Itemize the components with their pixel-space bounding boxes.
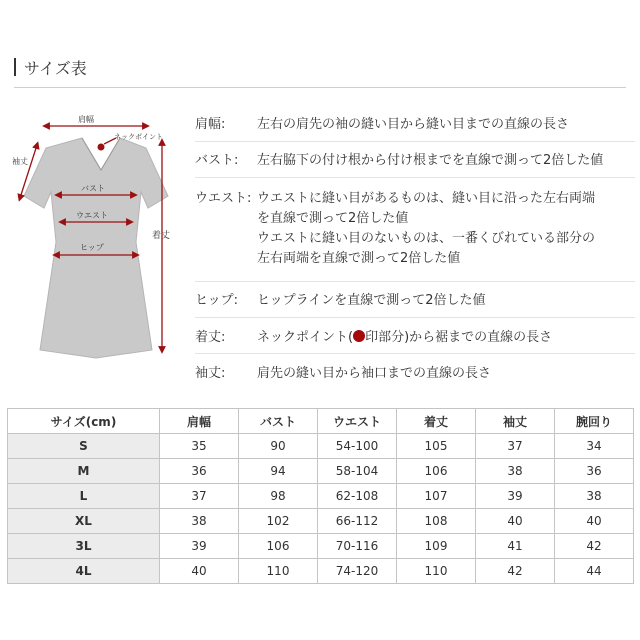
table-cell: 42	[476, 559, 555, 584]
table-row	[8, 484, 634, 509]
label-hip: ヒップ	[80, 243, 104, 252]
table-cell: 37	[476, 434, 555, 459]
size-cell: 3L	[8, 534, 160, 559]
definition-term: ヒップ:	[195, 293, 238, 308]
definition-line: 印部分)から裾までの直線の長さ	[365, 330, 553, 345]
table-cell: 108	[397, 509, 476, 534]
size-cell: XL	[8, 509, 160, 534]
definition-line: ウエストに縫い目があるものは、縫い目に沿った左右両端	[257, 191, 596, 206]
table-cell: 110	[397, 559, 476, 584]
table-cell: 35	[160, 434, 239, 459]
table-cell: 58-104	[318, 459, 397, 484]
label-bust: バスト	[81, 184, 105, 193]
table-row	[8, 509, 634, 534]
definition-description	[257, 151, 637, 171]
definition-line: ウエストに縫い目のないものは、一番くびれている部分の	[257, 231, 596, 246]
size-table	[7, 408, 634, 584]
table-row	[8, 534, 634, 559]
table-cell: 70-116	[318, 534, 397, 559]
table-cell: 38	[555, 484, 634, 509]
table-cell: 66-112	[318, 509, 397, 534]
table-cell: 105	[397, 434, 476, 459]
column-header-waist: ウエスト	[318, 409, 397, 434]
definition-description	[257, 364, 637, 384]
table-cell: 39	[476, 484, 555, 509]
definition-description	[257, 115, 637, 135]
title-accent-bar	[14, 58, 16, 76]
definition-description	[257, 189, 637, 269]
table-cell: 62-108	[318, 484, 397, 509]
table-row	[8, 559, 634, 584]
column-header-arm: 腕回り	[555, 409, 634, 434]
table-row	[8, 459, 634, 484]
definition-line: を直線で測って2倍した値	[257, 211, 409, 226]
table-cell: 40	[476, 509, 555, 534]
table-cell: 41	[476, 534, 555, 559]
table-cell: 74-120	[318, 559, 397, 584]
definition-divider	[195, 353, 635, 354]
table-cell: 102	[239, 509, 318, 534]
table-cell: 38	[160, 509, 239, 534]
table-cell: 39	[160, 534, 239, 559]
size-cell: M	[8, 459, 160, 484]
definition-line: 左右脇下の付け根から付け根までを直線で測って2倍した値	[257, 153, 604, 168]
definition-line: 肩先の縫い目から袖口までの直線の長さ	[257, 366, 492, 381]
table-row	[8, 434, 634, 459]
table-cell: 98	[239, 484, 318, 509]
definition-line: 左右両端を直線で測って2倍した値	[257, 251, 461, 266]
definition-term: バスト:	[195, 153, 239, 168]
table-cell: 36	[555, 459, 634, 484]
table-cell: 90	[239, 434, 318, 459]
column-header-sleeve: 袖丈	[476, 409, 555, 434]
size-cell: 4L	[8, 559, 160, 584]
table-cell: 40	[160, 559, 239, 584]
table-cell: 36	[160, 459, 239, 484]
definition-term: 肩幅:	[195, 117, 226, 132]
definition-term: ウエスト:	[195, 191, 252, 206]
table-cell: 94	[239, 459, 318, 484]
neck-point-marker	[98, 144, 105, 151]
definition-term: 着丈:	[195, 330, 226, 345]
page-title	[14, 56, 87, 78]
table-cell: 44	[555, 559, 634, 584]
column-header-bust: バスト	[239, 409, 318, 434]
title-divider	[14, 87, 626, 88]
table-cell: 106	[239, 534, 318, 559]
table-cell: 38	[476, 459, 555, 484]
size-cell: S	[8, 434, 160, 459]
definition-term: 袖丈:	[195, 366, 226, 381]
label-shoulder: 肩幅	[78, 115, 94, 124]
definition-line: 左右の肩先の袖の縫い目から縫い目までの直線の長さ	[257, 117, 570, 132]
label-neck-point: ネックポイント	[114, 133, 163, 141]
dress-diagram	[0, 100, 190, 390]
column-header-length: 着丈	[397, 409, 476, 434]
label-length: 着丈	[152, 231, 171, 241]
table-cell: 110	[239, 559, 318, 584]
table-cell: 109	[397, 534, 476, 559]
definition-line: ネックポイント(	[257, 330, 354, 345]
definition-description	[257, 291, 637, 311]
definition-description	[257, 328, 637, 348]
definition-divider	[195, 281, 635, 282]
column-header-shoulder: 肩幅	[160, 409, 239, 434]
definition-divider	[195, 317, 635, 318]
table-cell: 107	[397, 484, 476, 509]
red-dot-icon	[353, 330, 365, 342]
label-sleeve: 袖丈	[12, 157, 28, 166]
table-cell: 37	[160, 484, 239, 509]
label-waist: ウエスト	[76, 211, 108, 220]
table-cell: 34	[555, 434, 634, 459]
table-cell: 42	[555, 534, 634, 559]
table-cell: 106	[397, 459, 476, 484]
table-header-row	[8, 409, 634, 434]
title-text: サイズ表	[24, 58, 87, 78]
column-header-size: サイズ(cm)	[8, 409, 160, 434]
table-cell: 54-100	[318, 434, 397, 459]
size-cell: L	[8, 484, 160, 509]
table-cell: 40	[555, 509, 634, 534]
definition-divider	[195, 141, 635, 142]
definition-line: ヒップラインを直線で測って2倍した値	[257, 293, 486, 308]
definition-divider	[195, 177, 635, 178]
